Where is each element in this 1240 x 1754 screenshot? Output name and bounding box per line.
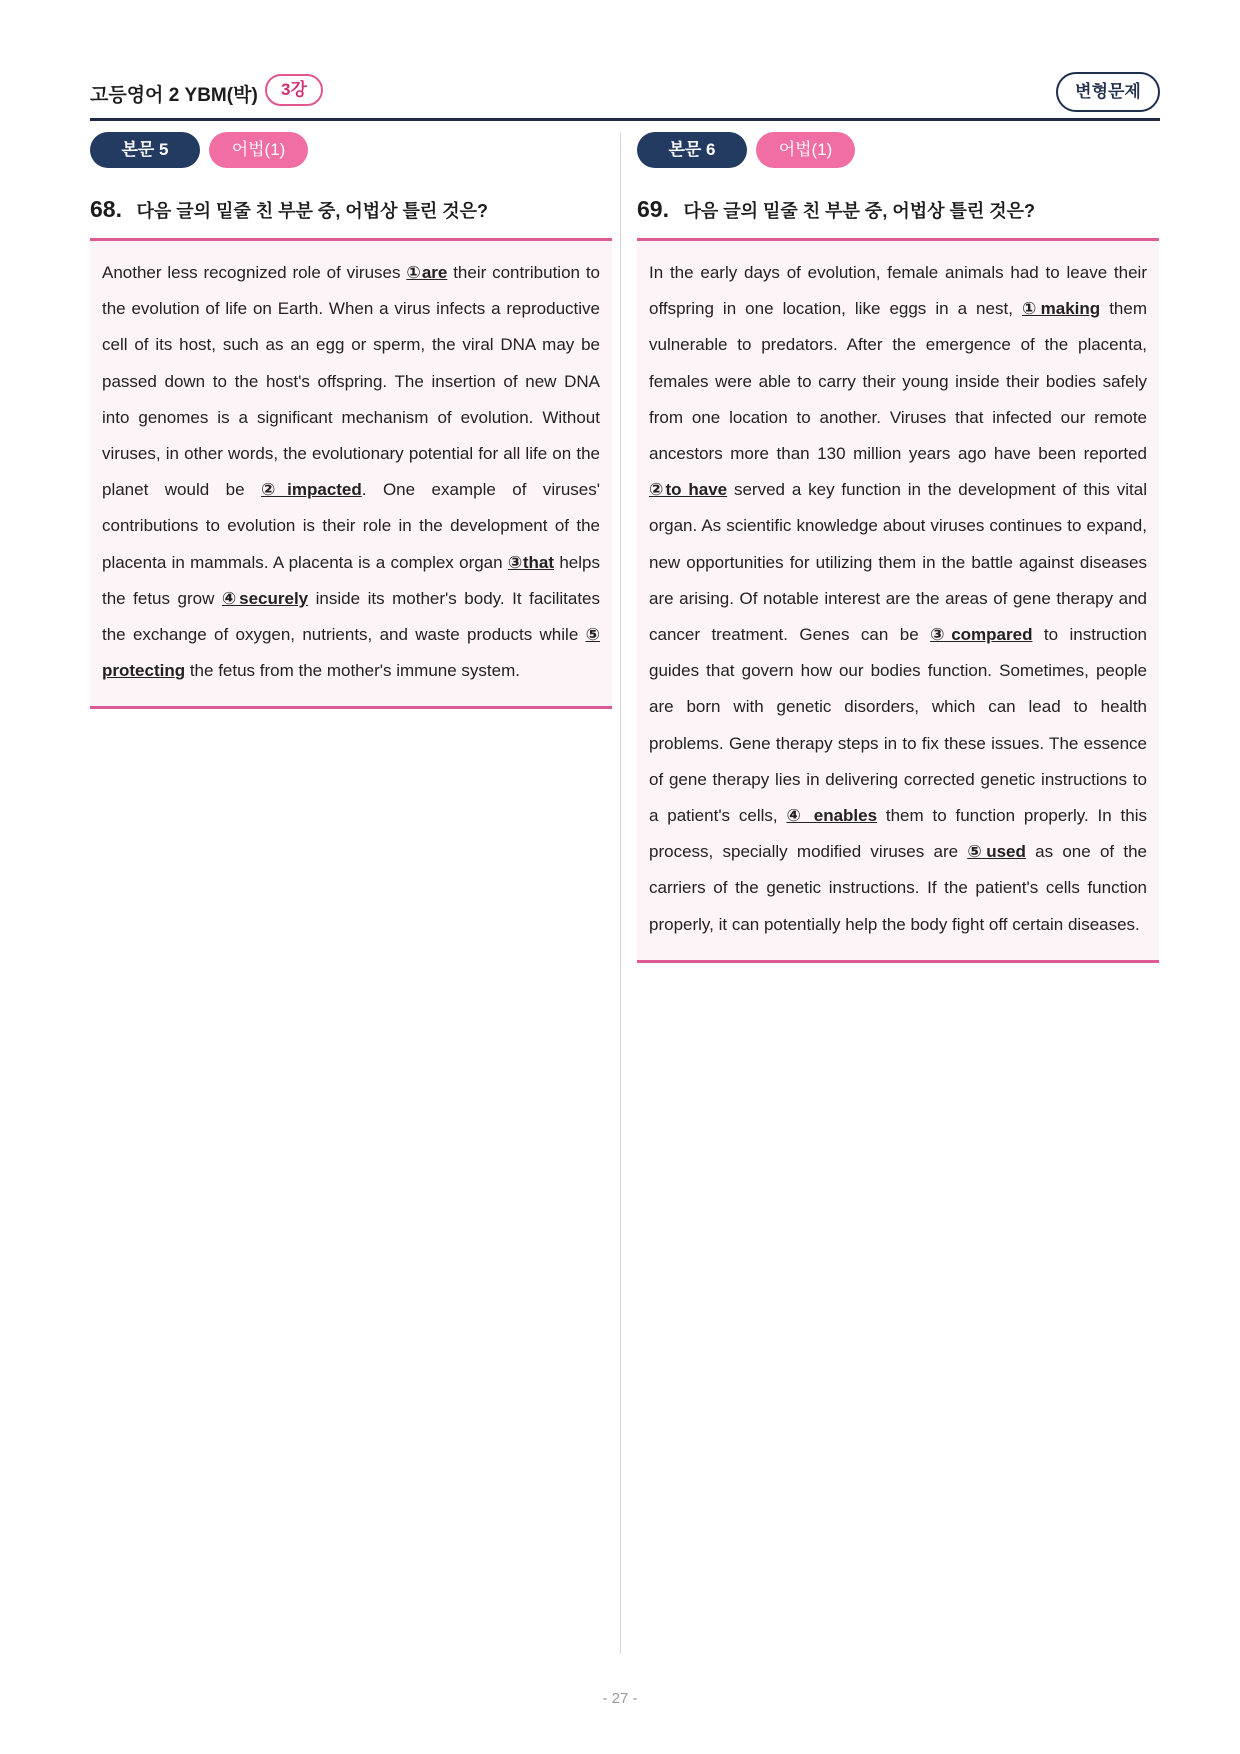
underlined-choice-1: ①making (1021, 299, 1101, 319)
passage-text (649, 255, 1147, 943)
page-header (90, 72, 1160, 120)
underlined-choice-3: ③compared (930, 625, 1033, 645)
underlined-choice-2: ②impacted (261, 480, 362, 500)
passage-text (102, 255, 600, 689)
passage-segment: their contribution to the evolution of life on Earth. When a virus infects a reproductive cell of its host, such as an egg or sperm, the viral DNA may be passed down to the host's offspring. The insertion of new DNA into genomes is a significant mechanism of evolution. Without viruses, in other words, the evolutionary potential for all life on the planet would be (102, 263, 600, 500)
passage-segment: helps the fetus grow (102, 552, 600, 608)
tag-row (637, 132, 1159, 168)
question-number: 69. (637, 196, 669, 222)
passage-segment: as one of the carriers of the genetic instructions. If the patient's cells function properly, it can potentially help the body fight off certain diseases. (649, 842, 1147, 934)
page-number: - 27 - (602, 1690, 638, 1707)
passage-segment: them vulnerable to predators. After the emergence of the placenta, females were able to carry their young inside their bodies safely from one location to another. Viruses that infected our remote ancestors more than 130 million years ago have been reported (649, 299, 1147, 464)
question-column-left (90, 132, 612, 709)
passage-segment: to instruction guides that govern how our bodies function. Sometimes, people are born with genetic disorders, which can lead to health problems. Gene therapy steps in to fix these issues. The essence of gene therapy lies in delivering corrected genetic instructions to a patient's cells, (649, 625, 1147, 826)
tag-row (90, 132, 612, 168)
passage-tag: 본문 5 (90, 132, 200, 168)
passage-segment: inside its mother's body. It facilitates the exchange of oxygen, nutrients, and waste products while (102, 588, 600, 645)
underlined-choice-4: ④securely (221, 588, 309, 608)
passage-segment: them to function properly. In this process, specially modified viruses are (649, 806, 1147, 862)
course-title: 고등영어 2 YBM(박) (90, 85, 258, 106)
underlined-choice-2: ②to have (649, 480, 728, 500)
passage-segment: the fetus from the mother's immune system. (185, 661, 520, 681)
topic-tag: 어법(1) (756, 132, 855, 168)
passage-box (90, 238, 612, 709)
question-text: 다음 글의 밑줄 친 부분 중, 어법상 틀린 것은? (136, 201, 489, 221)
header-divider (90, 118, 1160, 121)
passage-box (637, 238, 1159, 963)
underlined-choice-3: ③that (507, 552, 555, 572)
passage-segment: In the early days of evolution, female animals had to leave their offspring in one location, like eggs in a nest, (649, 263, 1147, 319)
underlined-choice-1: ①are (406, 263, 448, 282)
question-heading (90, 196, 612, 226)
passage-segment: . One example of viruses' contributions to evolution is their role in the development of the placenta in mammals. A placenta is a complex organ (102, 480, 600, 572)
underlined-choice-5: ⑤used (967, 842, 1026, 862)
question-number: 68. (90, 196, 122, 222)
passage-segment: Another less recognized role of viruses (102, 263, 407, 282)
passage-segment: served a key function in the development of this vital organ. As scientific knowledge about viruses continues to expand, new opportunities for utilizing them in the battle against diseases are arising. Of notable interest are the areas of gene therapy and cancer treatment. Genes can be (649, 480, 1147, 645)
question-heading (637, 196, 1159, 226)
question-type-badge: 변형문제 (1056, 72, 1160, 112)
question-column-right (637, 132, 1159, 963)
passage-tag: 본문 6 (637, 132, 747, 168)
lesson-badge: 3강 (265, 74, 323, 106)
underlined-choice-5: ⑤ protecting (102, 625, 600, 681)
question-text: 다음 글의 밑줄 친 부분 중, 어법상 틀린 것은? (683, 201, 1036, 221)
topic-tag: 어법(1) (209, 132, 308, 168)
column-divider (620, 132, 621, 1654)
underlined-choice-4: ④ enables (786, 806, 878, 826)
